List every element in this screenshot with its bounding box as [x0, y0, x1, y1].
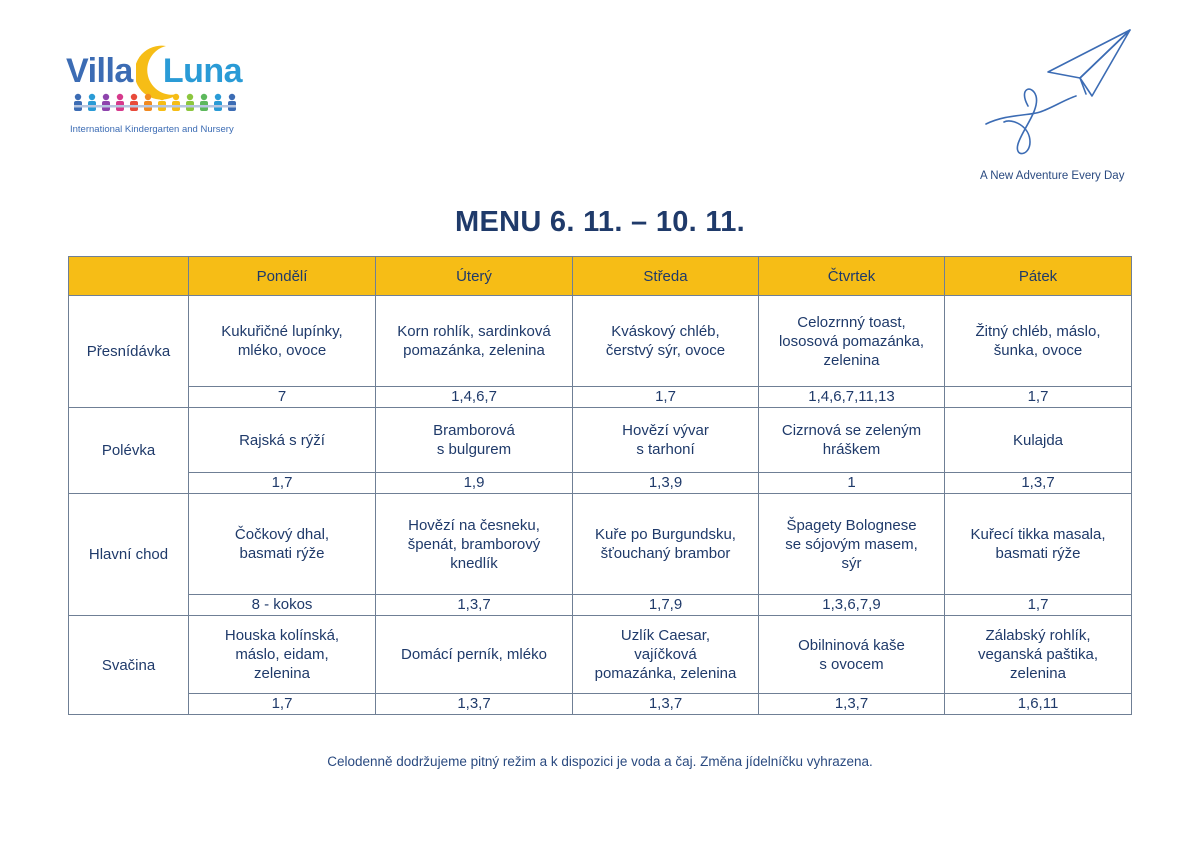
allergen-cell: 1,7 [945, 387, 1132, 408]
header-day: Pondělí [189, 257, 376, 296]
page-title: MENU 6. 11. – 10. 11. [454, 206, 746, 238]
dish-cell: Hovězí vývar s tarhoní [573, 408, 759, 473]
dish-cell: Obilninová kaše s ovocem [759, 616, 945, 694]
allergen-row [69, 595, 1132, 616]
dish-cell: Zálabský rohlík, veganská paštika, zelenina [945, 616, 1132, 694]
paper-plane-icon [982, 26, 1142, 162]
logo-name-villa: Villa [66, 52, 133, 90]
dish-cell: Uzlík Caesar, vajíčková pomazánka, zelenina [573, 616, 759, 694]
meal-label: Polévka [69, 408, 189, 494]
allergen-row [69, 387, 1132, 408]
allergen-cell: 1,3,7 [945, 473, 1132, 494]
logo-subtitle: International Kindergarten and Nursery [70, 124, 234, 135]
dish-cell: Špagety Bolognese se sójovým masem, sýr [759, 494, 945, 595]
dish-cell: Houska kolínská, máslo, eidam, zelenina [189, 616, 376, 694]
allergen-cell: 1,4,6,7 [376, 387, 573, 408]
dish-cell: Žitný chléb, máslo, šunka, ovoce [945, 296, 1132, 387]
allergen-cell: 1 [759, 473, 945, 494]
footer-note: Celodenně dodržujeme pitný režim a k dispozici je voda a čaj. Změna jídelníčku vyhrazena. [327, 754, 873, 769]
allergen-cell: 1,7 [573, 387, 759, 408]
meal-label: Přesnídávka [69, 296, 189, 408]
header-day: Pátek [945, 257, 1132, 296]
allergen-cell: 1,7 [189, 694, 376, 715]
dish-cell: Čočkový dhal, basmati rýže [189, 494, 376, 595]
allergen-row [69, 473, 1132, 494]
dish-cell: Bramborová s bulgurem [376, 408, 573, 473]
allergen-cell: 1,7 [189, 473, 376, 494]
dish-cell: Celozrnný toast, lososová pomazánka, zelenina [759, 296, 945, 387]
allergen-cell: 1,3,7 [376, 595, 573, 616]
allergen-cell: 1,3,7 [573, 694, 759, 715]
allergen-cell: 1,3,7 [376, 694, 573, 715]
allergen-cell: 7 [189, 387, 376, 408]
meal-label: Svačina [69, 616, 189, 715]
allergen-cell: 1,3,6,7,9 [759, 595, 945, 616]
dish-cell: Domácí perník, mléko [376, 616, 573, 694]
header-day: Středa [573, 257, 759, 296]
dish-cell: Kváskový chléb, čerstvý sýr, ovoce [573, 296, 759, 387]
allergen-cell: 1,3,9 [573, 473, 759, 494]
header-row [69, 257, 1132, 296]
header-day: Čtvrtek [759, 257, 945, 296]
header-corner [69, 257, 189, 296]
allergen-cell: 1,4,6,7,11,13 [759, 387, 945, 408]
meal-row-svacina [69, 616, 1132, 694]
allergen-cell: 1,6,11 [945, 694, 1132, 715]
allergen-row [69, 694, 1132, 715]
header-day: Úterý [376, 257, 573, 296]
children-icon [70, 92, 242, 118]
dish-cell: Kuře po Burgundsku, šťouchaný brambor [573, 494, 759, 595]
dish-cell: Kuřecí tikka masala, basmati rýže [945, 494, 1132, 595]
allergen-cell: 1,7 [945, 595, 1132, 616]
meal-row-polevka [69, 408, 1132, 473]
tagline: A New Adventure Every Day [980, 170, 1125, 182]
dish-cell: Cizrnová se zeleným hráškem [759, 408, 945, 473]
meal-row-hlavni-chod [69, 494, 1132, 595]
meal-label: Hlavní chod [69, 494, 189, 616]
logo [64, 40, 264, 140]
dish-cell: Kulajda [945, 408, 1132, 473]
dish-cell: Kukuřičné lupínky, mléko, ovoce [189, 296, 376, 387]
allergen-cell: 8 - kokos [189, 595, 376, 616]
logo-name [66, 52, 242, 91]
menu-table [68, 256, 1132, 715]
logo-name-luna: Luna [162, 52, 243, 90]
allergen-cell: 1,3,7 [759, 694, 945, 715]
allergen-cell: 1,9 [376, 473, 573, 494]
dish-cell: Rajská s rýží [189, 408, 376, 473]
meal-row-presnidavka [69, 296, 1132, 387]
dish-cell: Hovězí na česneku, špenát, bramborový knedlík [376, 494, 573, 595]
allergen-cell: 1,7,9 [573, 595, 759, 616]
dish-cell: Korn rohlík, sardinková pomazánka, zelenina [376, 296, 573, 387]
